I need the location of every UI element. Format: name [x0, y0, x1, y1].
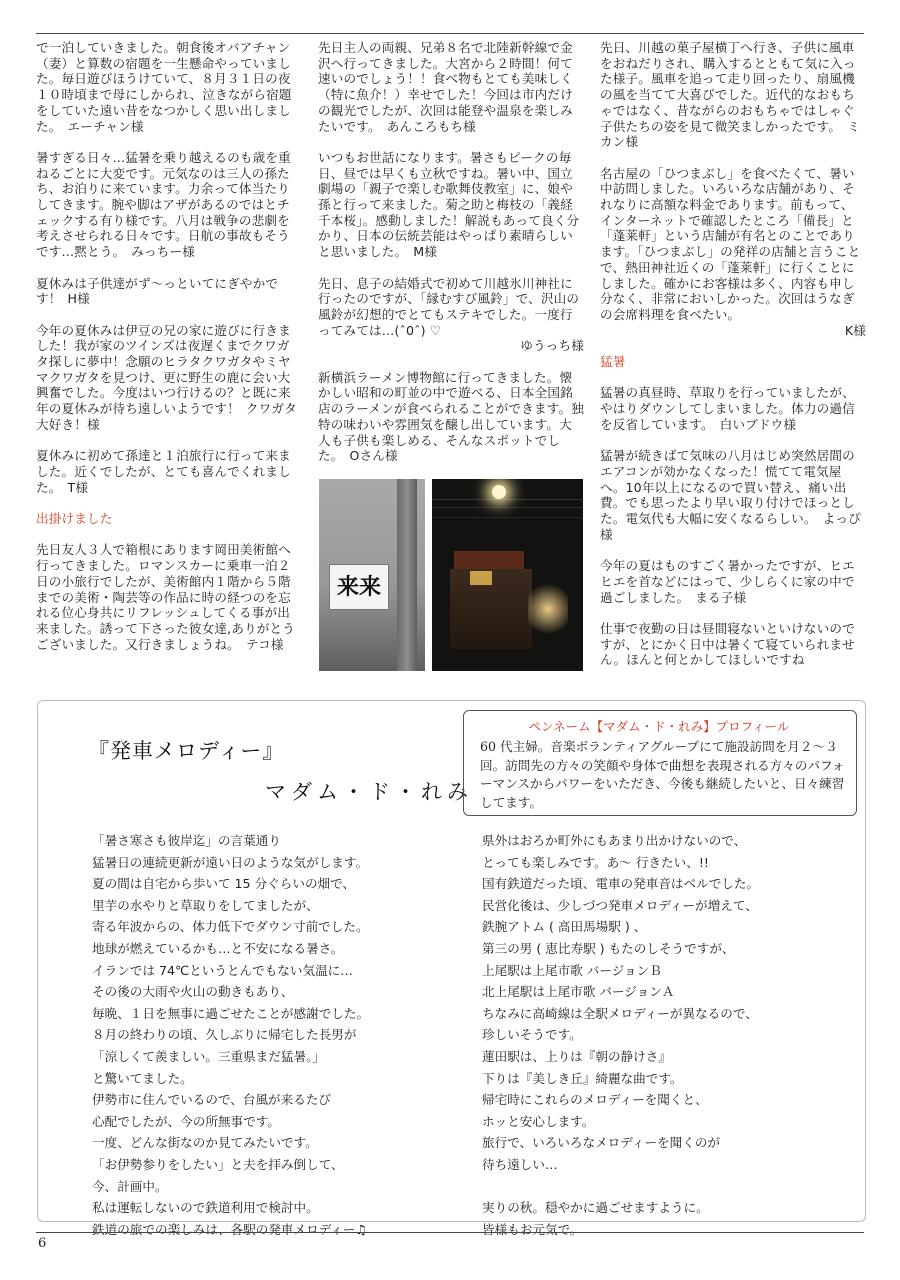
letter-text: 今年の夏休みは伊豆の兄の家に遊びに行きました！我が家のツインズは夜遅くまでクワガタ探しに夢中！念願のヒラタクワガタやミヤマクワガタを見つけ、更に野生の鹿に会い大興奮でした。今度はいつ行けるの？と既に来年の夏休みが待ち遠しいようです！	[36, 322, 291, 417]
letter	[600, 621, 866, 668]
pole-shape	[397, 479, 417, 671]
letter-signature: テコ様	[245, 636, 284, 652]
letter-signature: エーチャン様	[67, 118, 144, 134]
poem-line: 「暑さ寒さも彼岸迄」の言葉通り	[92, 833, 281, 848]
letter	[36, 40, 302, 134]
letter-signature: みっちー様	[131, 244, 195, 260]
poem-line: 待ち遠しい…	[482, 1156, 558, 1172]
poem-line: 今、計画中。	[92, 1178, 168, 1194]
poem-line: 県外はおろか町外にもあまり出かけないので、	[482, 833, 747, 848]
top-rule	[36, 33, 864, 34]
letter-signature: まる子様	[695, 589, 747, 605]
lamp-icon	[492, 485, 506, 499]
ramen-museum-photo-street	[432, 479, 583, 671]
profile-body: 60 代主婦。音楽ボランティアグループにて施設訪問を月２～３回。訪問先の方々の笑顔や身体で曲想を表現される方々のパフォーマンスからパワーをいただき、今後も継続したいと、日々練習してます。	[480, 739, 845, 810]
poem-line: 国有鉄道だった頃、電車の発車音はベルでした。	[482, 876, 760, 892]
poem-line: 「涼しくて羨ましい。三重県まだ猛暑。」	[92, 1048, 325, 1064]
poem-line: 夏の間は自宅から歩いて 15 分ぐらいの畑で、	[92, 876, 356, 892]
letter-text: 夏休みは子供達がず～っといてにぎやかです！	[36, 275, 279, 307]
poem-line: イランでは 74℃というとんでもない気温に…	[92, 962, 353, 978]
letter-text: 今年の夏はものすごく暑かったですが、ヒエヒエを首などにはって、少しらくに家の中で過ごしました。	[600, 558, 855, 605]
poem-line: 鉄道の旅での楽しみは、各駅の発車メロディー♫	[92, 1221, 367, 1237]
poem-line: 帰宅時にこれらのメロディーを聞くと、	[482, 1092, 708, 1108]
letter	[600, 558, 866, 605]
poem-line: とっても楽しみです。あ～ 行きたい、!!	[482, 854, 709, 870]
letter-signature: T様	[67, 479, 89, 495]
poem-line: 猛暑日の連続更新が遠い日のような気がします。	[92, 854, 369, 870]
letter-signature: ゆうっち様	[520, 338, 584, 354]
feature-title: 『発車メロディー』	[88, 739, 285, 763]
letter	[36, 150, 302, 260]
column-1	[36, 40, 302, 668]
letter-signature: M様	[413, 244, 437, 260]
letter-text: 夏休みに初めて孫達と１泊旅行に行って来ました。近くでしたが、とても喜んでくれました。	[36, 448, 291, 495]
storefront-sign-shape	[470, 571, 492, 585]
letter	[600, 166, 866, 339]
poem-line: 第三の男 ( 恵比寿駅 ) もたのしそうですが、	[482, 940, 735, 956]
letter-text: 先日、川越の菓子屋横丁へ行き、子供に風車をおねだりされ、購入するとともて気に入った様子。風車を追って走り回ったり、扇風機の風を当てて大喜びでした。近代的なおもちゃではなく、昔ながらのおもちゃではしゃぐ子供たちの姿を見て微笑ましかったです。	[600, 40, 856, 134]
poem-line: 私は運転しないので鉄道利用で検討中。	[92, 1200, 319, 1216]
letter	[318, 276, 584, 355]
letter-text: 名古屋の「ひつまぶし」を食べたくて、暑い中訪問しました。いろいろな店舗があり、それなりに高額な料金であります。前もって、インターネットで確認したところ「備長」と「蓬莱軒」という店舗が有名とのことであります。「ひつまぶし」の発祥の店舗と言うことで、熱田神社近くの「蓬莱軒」に行くことにしました。確かにお客様は多く、内容も申し分なく、非常においしかった。次回はうなぎの会席料理を食べたい。	[600, 165, 861, 322]
poem-line	[482, 1176, 759, 1198]
letter	[36, 276, 302, 307]
profile-title: ペンネーム【マダム・ド・れみ】プロフィール	[528, 719, 790, 734]
letter-signature: Oさん様	[349, 448, 398, 464]
poem-line: 皆様もお元気で。	[482, 1221, 583, 1237]
poem-line: 上尾駅は上尾市歌 バージョンＢ	[482, 962, 662, 978]
letter	[318, 370, 584, 464]
letter-text: 先日友人３人で箱根にあります岡田美術館へ行ってきました。ロマンスカーに乗車一泊２日の小旅行でしたが、美術館内１階から５階までの美術・陶芸等の作品に時の経つのを忘れる位心身共にリフレッシュしてくる事が出来ました。誘って下さった彼女達,ありがとうございました。又行きましょうね。	[36, 542, 296, 652]
poem-line: 寄る年波からの、体力低下でダウン寸前でした。	[92, 919, 369, 935]
poem-line: 鉄腕アトム ( 高田馬場駅 ) 、	[482, 919, 647, 935]
letter	[600, 40, 866, 150]
letter	[36, 448, 302, 495]
column-2	[318, 40, 584, 480]
letter-text: 猛暑が続きばて気味の八月はじめ突然居間のエアコンが効かなくなった！慌てて電気屋へ。10年以上になるので買い替え、痛い出費。でも思ったより早い取り付けでほっとした。電気代も大幅に安くなるらしい。	[600, 448, 855, 527]
poem-line: 蓮田駅は、上りは『朝の静けさ』	[482, 1048, 671, 1064]
poem-line: 「お伊勢参りをしたい」と夫を拝み倒して、	[92, 1156, 344, 1172]
poem-line: 伊勢市に住んでいるので、台風が来るたび	[92, 1092, 332, 1108]
letter	[36, 542, 302, 652]
letter-text: で一泊していきました。朝食後オバアチャン（妻）と算数の宿題を一生懸命やっていました。毎日遊びほうけていて、８月３１日の夜１０時頃まで母にしかられ、泣きながら宿題をしていた遠い昔をなつかしく思い出しました。	[36, 40, 292, 134]
letter-signature: K様	[844, 322, 866, 338]
poem-line: その後の大雨や火山の動きもあり、	[92, 984, 294, 1000]
poem-line: 実りの秋。穏やかに過ごせますように。	[482, 1200, 709, 1216]
letter-text: 仕事で夜勤の日は昼間寝ないといけないのですが、とにかく日中は暑くて寝ていられません。ほんと何とかしてほしいですね	[600, 620, 855, 668]
letter-signature: あんころもち様	[386, 118, 476, 134]
section-heading-outings: 出掛けました	[36, 511, 113, 527]
feature-author: マダム・ド・れみ	[265, 780, 473, 804]
letter	[600, 448, 866, 542]
letter-text: 暑すぎる日々…猛暑を乗り越えるのも歳を重ねるごとに大変です。元気なのは三人の孫たち、お泊りに来ています。力余って体当たりしてきます。腕や脚はアザがあるのではとチェックする有り様です。八月は戦争の悲劇を考えさせられる日々です。日航の事故もそうです…黙とう。	[36, 149, 291, 260]
light-glow-shape	[528, 579, 568, 639]
page-number: 6	[38, 1236, 47, 1251]
poem-line: 一度、どんな街なのか見てみたいです。	[92, 1135, 318, 1151]
shop-sign: 来来	[329, 564, 389, 610]
letter	[36, 323, 302, 433]
letter-signature: H様	[67, 291, 90, 307]
letter-text: 先日、息子の結婚式で初めて川越氷川神社に行ったのですが、「縁むすび風鈴」で、沢山の風鈴が幻想的でとてもステキでした。一度行ってみては…(ˆ0ˆ) ♡	[318, 275, 580, 338]
poem-line: 民営化後は、少しづつ発車メロディーが増えて、	[482, 897, 758, 913]
poem-line: 下りは『美しき丘』綺麗な曲です。	[482, 1070, 683, 1086]
poem-right	[482, 830, 759, 1240]
letter	[318, 40, 584, 134]
ramen-museum-photo-sign	[319, 479, 425, 671]
letter-signature: 白いブドウ様	[719, 416, 797, 432]
letter-text: 先日主人の両親、兄弟８名で北陸新幹線で金沢へ行ってきました。大宮から２時間！何て速いのでしょう！！食べ物もとても美味しく（特に魚介！）幸せでした！今回は市内だけの観光でしたが、次回は能登や温泉を楽しみたいです。	[318, 40, 573, 134]
poem-line: 旅行で、いろいろなメロディーを聞くのが	[482, 1135, 721, 1151]
letter	[600, 385, 866, 432]
poem-line: 地球が燃えているかも…と不安になる暑さ。	[92, 940, 344, 956]
bottom-rule	[36, 1232, 864, 1233]
letter-signature: クワガタ大好き！様	[36, 401, 297, 432]
letter-text: 猛暑の真昼時、草取りを行っていましたが、やはりダウンしてしまいました。体力の過信を反省しています。	[600, 385, 855, 432]
letter-signature: ミカン様	[600, 118, 860, 150]
poem-line: ８月の終わりの頃、久しぶりに帰宅した長男が	[92, 1027, 357, 1043]
poem-line: ちなみに高崎線は全駅メロディーが異なるので、	[482, 1005, 758, 1021]
letter-signature: よっぴ様	[600, 511, 861, 542]
letter-text: 新横浜ラーメン博物館に行ってきました。懐かしい昭和の町並の中で遊べる、日本全国銘店のラーメンが食べられることができます。独特の味わいや雰囲気を醸し出しています。大人も子供も楽しめる、そんなスポットでした。	[318, 369, 584, 464]
poem-line: 珍しいそうです。	[482, 1027, 582, 1043]
poem-line: 北上尾駅は上尾市歌 バージョンＡ	[482, 984, 675, 1000]
roof-shape	[454, 551, 524, 569]
poem-line: 心配でしたが、今の所無事です。	[92, 1113, 280, 1129]
wires-shape	[432, 499, 583, 500]
letter	[318, 150, 584, 260]
poem-left	[92, 830, 369, 1240]
section-heading-heatwave: 猛暑	[600, 354, 626, 370]
column-3	[600, 40, 866, 684]
poem-line: ホッと安心します。	[482, 1113, 595, 1129]
poem-line: 里芋の水やりと草取りをしてましたが、	[92, 897, 319, 913]
poem-line: 毎晩、１日を無事に過ごせたことが感謝でした。	[92, 1005, 370, 1021]
poem-line: と驚いてました。	[92, 1070, 193, 1086]
letter-text: いつもお世話になります。暑さもピークの毎日、昼では早くも立秋ですね。暑い中、国立劇場の「親子で楽しむ歌舞伎教室」に、娘や孫と行って来ました。菊之助と梅枝の「義経千本桜」。感動しました！解説もあって良く分かり、日本の伝統芸能はやっぱり素晴らしいと思いました。	[318, 149, 580, 260]
